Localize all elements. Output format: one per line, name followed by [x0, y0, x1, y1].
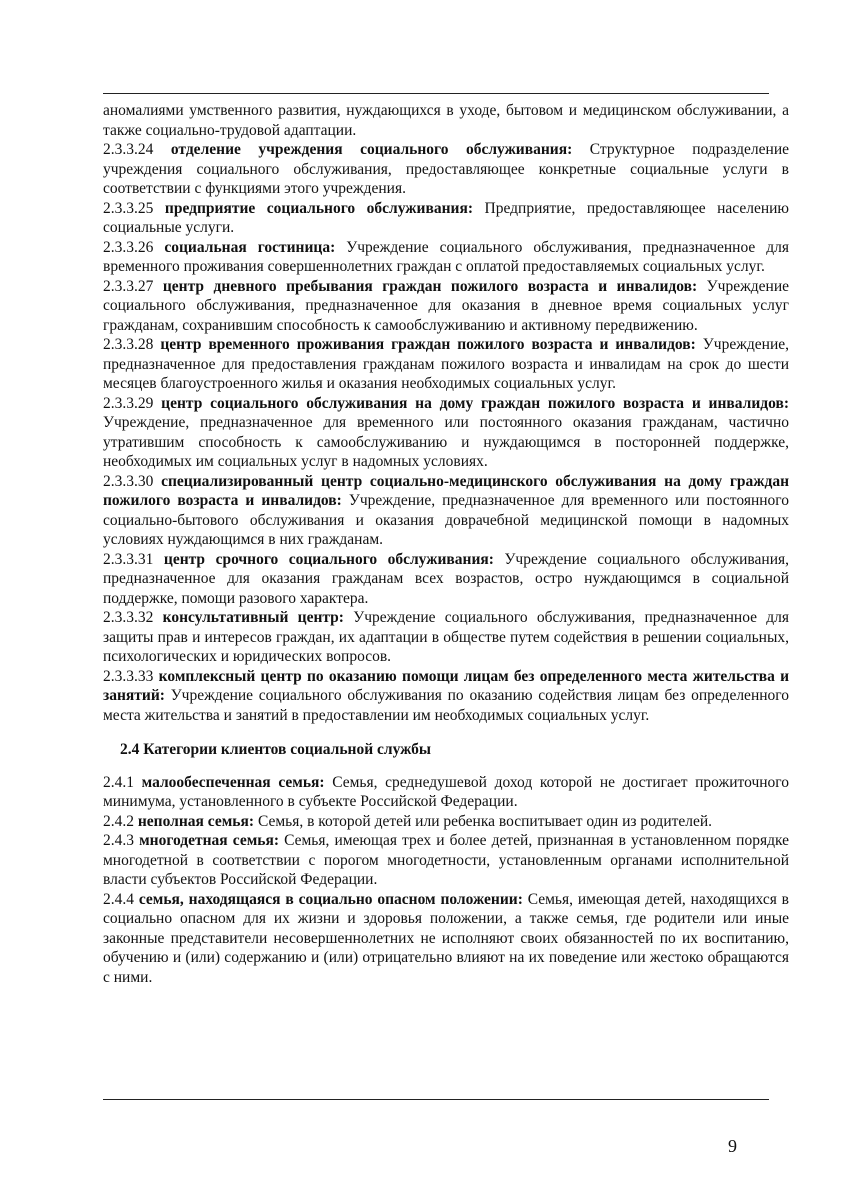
- section-heading: 2.4 Категории клиентов социальной службы: [120, 741, 432, 758]
- definition-number: 2.3.3.29: [103, 394, 154, 412]
- definition-number: 2.3.3.28: [103, 336, 154, 353]
- definition-term: отделение учреждения социального обслуживания:: [170, 141, 573, 158]
- definition-number: 2.3.3.30: [103, 472, 154, 490]
- definition-term: центр социального обслуживания на дому граждан пожилого возраста и инвалидов:: [161, 394, 790, 412]
- definition-number: 2.4.1: [103, 773, 134, 791]
- definition-number: 2.3.3.32: [103, 609, 154, 626]
- footer-rule: [103, 1099, 769, 1100]
- definition-number: 2.3.3.26: [103, 238, 154, 256]
- definition-item: [103, 890, 789, 988]
- definition-text: Семья, имеющая трех и более детей, признанная в установленном порядке многодетной в соответствии с порогом многодетности, установленным органами исполнительной власти субъектов Российской Федерации.: [103, 832, 789, 888]
- definition-text: Семья, среднедушевой доход которой не достигает прожиточного минимума, установленного в субъекте Российской Федерации.: [103, 773, 790, 810]
- page-body: [103, 101, 789, 987]
- definition-text: Учреждение социального обслуживания, предназначенное для оказания гражданам всех возрастов, остро нуждающимся в социальной поддержке, помощи разового характера.: [103, 550, 790, 607]
- definition-item: [103, 238, 789, 277]
- definition-term: семья, находящаяся в социально опасном положении:: [138, 890, 523, 908]
- definition-term: консультативный центр:: [162, 609, 344, 626]
- header-rule: [103, 93, 769, 94]
- definition-term: малообеспеченная семья:: [141, 773, 325, 791]
- definition-text: Предприятие, предоставляющее населению социальные услуги.: [103, 199, 790, 236]
- definition-text: Учреждение, предназначенное для временного или постоянного социально-бытового обслуживания и оказания доврачебной медицинской помощи в надомных условиях нуждающимся в них гражданам.: [103, 492, 790, 548]
- definition-item: [103, 773, 789, 812]
- definition-term: центр срочного социального обслуживания:: [163, 550, 494, 568]
- definition-number: 2.3.3.25: [103, 199, 154, 217]
- definition-text: Структурное подразделение учреждения социального обслуживания, предоставляющее конкретные социальные услуги в соответствии с функциями этого учреждения.: [103, 141, 790, 197]
- definition-text: Семья, имеющая детей, находящихся в социально опасном для их жизни и здоровья положении, а также семья, где родители или иные законные представители несовершеннолетних не исполняют своих обязанностей по их воспитанию, обучению и (или) содержанию и (или) отрицательно влияют на их поведение или жестоко обращаются с ними.: [103, 890, 789, 986]
- definition-term: многодетная семья:: [139, 832, 279, 849]
- definition-item: [103, 277, 789, 336]
- definition-text: Учреждение, предназначенное для временного или постоянного оказания гражданам, частично утратившим способность к самообслуживанию и нуждающимся в посторонней поддержке, необходимых им социальных услуг в надомных условиях.: [103, 414, 789, 470]
- definition-text: Учреждение социального обслуживания, предназначенное для оказания в дневное время социальных услуг гражданам, сохранившим способность к самообслуживанию и активному передвижению.: [103, 277, 790, 334]
- definition-number: 2.4.4: [103, 890, 134, 908]
- definition-term: центр дневного пребывания граждан пожилого возраста и инвалидов:: [162, 277, 698, 295]
- definition-text: Семья, в которой детей или ребенка воспитывает один из родителей.: [257, 812, 713, 830]
- definitions-list-2-4: [103, 773, 789, 988]
- definition-item: [103, 550, 789, 609]
- definition-item: [103, 608, 789, 667]
- definition-item: [103, 831, 789, 890]
- definition-term: специализированный центр социально-медицинского обслуживания на дому граждан пожилого возраста и инвалидов:: [103, 472, 790, 509]
- definition-item: [103, 335, 789, 394]
- continuation-paragraph: аномалиями умственного развития, нуждающихся в уходе, бытовом и медицинском обслуживании, а также социально-трудовой адаптации.: [103, 102, 789, 139]
- definition-item: [103, 199, 789, 238]
- page-number: 9: [728, 1136, 737, 1156]
- definition-term: комплексный центр по оказанию помощи лицам без определенного места жительства и занятий:: [103, 667, 789, 704]
- definition-number: 2.3.3.24: [103, 141, 154, 158]
- definition-item: [103, 394, 789, 472]
- definition-term: предприятие социального обслуживания:: [164, 199, 473, 217]
- definition-item: [103, 140, 789, 199]
- definition-number: 2.4.2: [103, 812, 134, 830]
- definition-number: 2.3.3.31: [103, 550, 154, 568]
- definition-text: Учреждение социального обслуживания, предназначенное для временного проживания совершеннолетних граждан с оплатой предоставляемых социальных услуг.: [103, 238, 790, 275]
- definition-text: Учреждение социального обслуживания по оказанию содействия лицам без определенного места жительства и занятий в предоставлении им необходимых социальных услуг.: [103, 687, 790, 724]
- definition-item: [103, 812, 789, 832]
- definition-term: центр временного проживания граждан пожилого возраста и инвалидов:: [160, 336, 696, 353]
- definition-term: неполная семья:: [137, 812, 255, 830]
- definition-text: Учреждение социального обслуживания, предназначенное для защиты прав и интересов граждан, их адаптации в обществе путем содействия в решении социальных, психологических и юридических вопросов.: [103, 609, 790, 665]
- definitions-list-2-3-3: [103, 140, 789, 725]
- definition-number: 2.3.3.33: [103, 667, 154, 685]
- definition-text: Учреждение, предназначенное для предоставления гражданам пожилого возраста и инвалидам на срок до шести месяцев благоустроенного жилья и оказания необходимых социальных услуг.: [103, 336, 790, 392]
- definition-item: [103, 667, 789, 726]
- definition-number: 2.4.3: [103, 832, 134, 849]
- definition-number: 2.3.3.27: [103, 277, 154, 295]
- definition-item: [103, 472, 789, 550]
- definition-term: социальная гостиница:: [164, 238, 336, 256]
